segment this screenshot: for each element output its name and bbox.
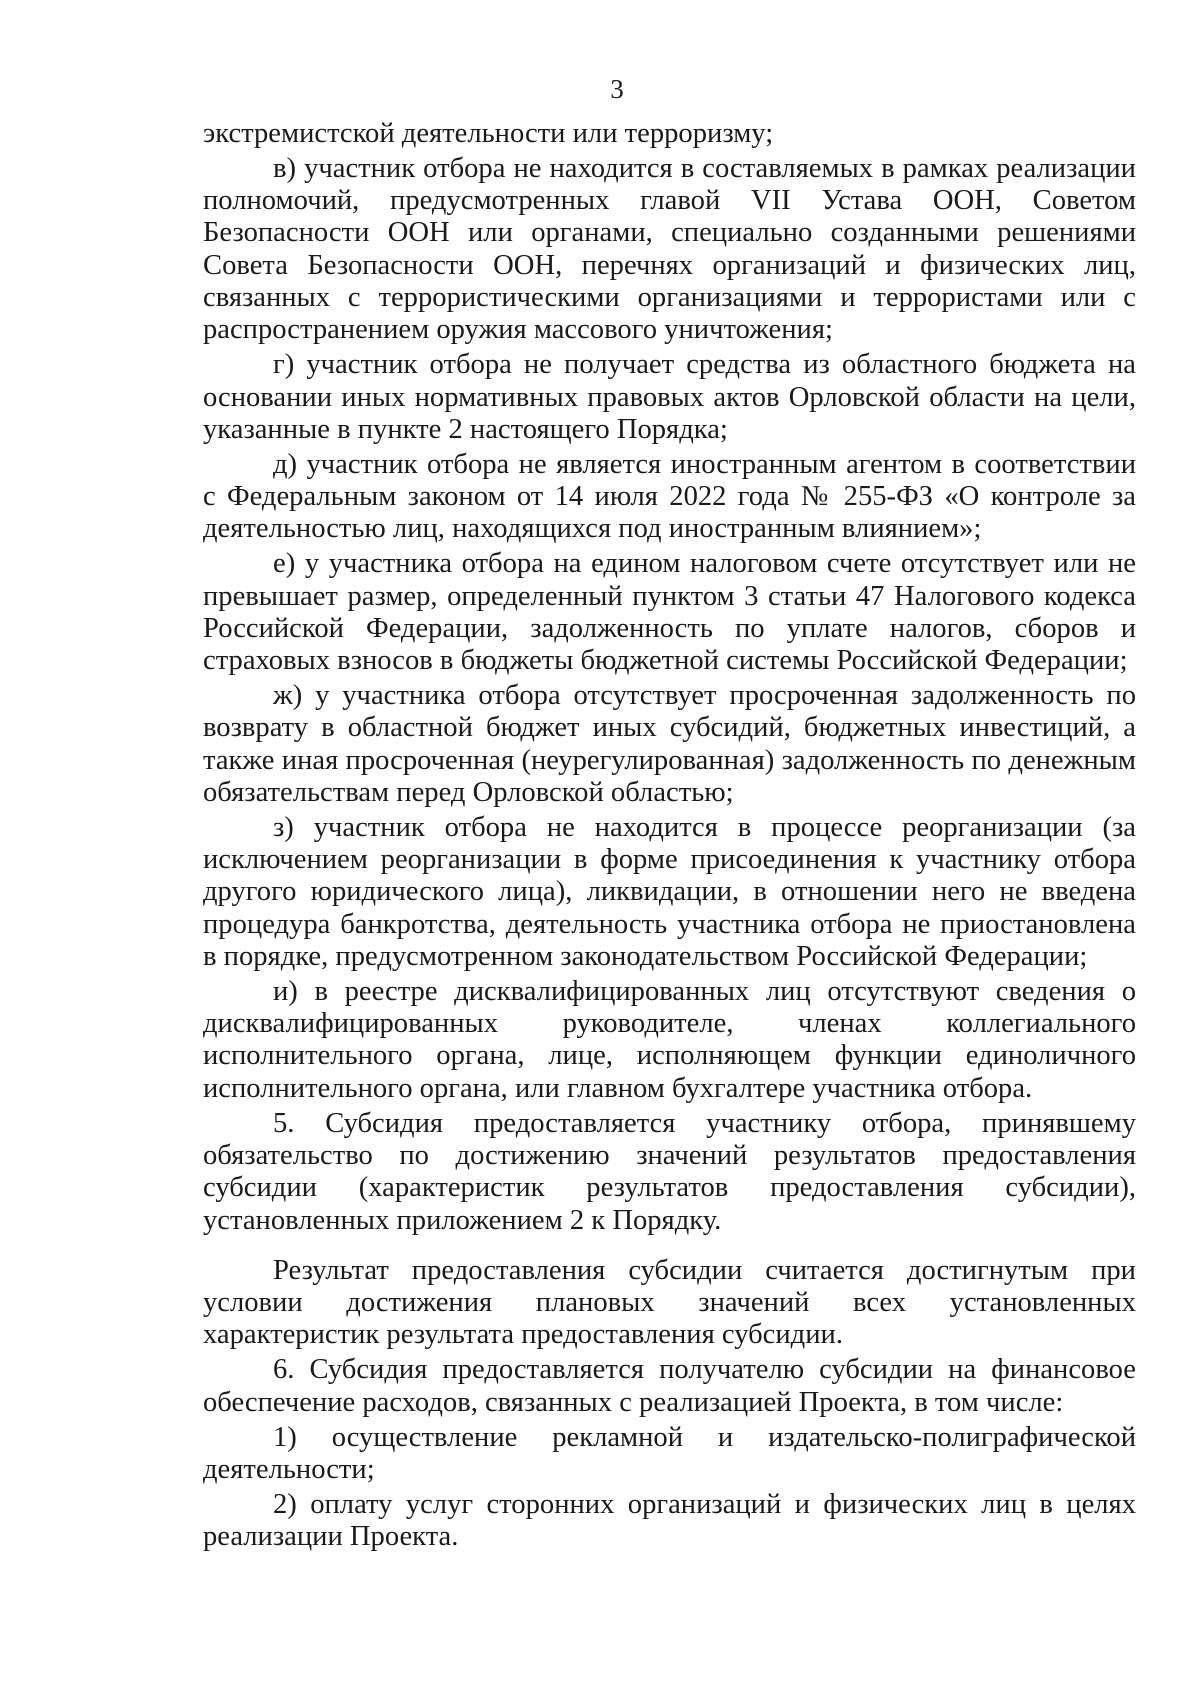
paragraph-item-d: д) участник отбора не является иностранным агентом в соответствии с Федеральным законом от 14 июля 2022 года № 255-ФЗ «О контроле за деятельностью лиц, находящихся под иностранным влиянием»; — [203, 448, 1136, 545]
page-number: 3 — [610, 74, 624, 104]
paragraph-item-i: и) в реестре дисквалифицированных лиц отсутствуют сведения о дисквалифицированных руководителе, членах коллегиального исполнительного органа, лице, исполняющем функции единоличного исполнительного органа, или главном бухгалтере участника отбора. — [203, 975, 1136, 1104]
paragraph-item-v: в) участник отбора не находится в составляемых в рамках реализации полномочий, предусмотренных главой VII Устава ООН, Советом Безопасности ООН или органами, специально созданными решениями Совета Безопасности ООН, перечнях организаций и физических лиц, связанных с террористическими организациями и террористами или с распространением оружия массового уничтожения; — [203, 152, 1136, 346]
paragraph-section-5: 5. Субсидия предоставляется участнику отбора, принявшему обязательство по достижению значений результатов предоставления субсидии (характеристик результатов предоставления субсидии), установленных приложением 2 к Порядку. — [203, 1107, 1136, 1236]
paragraph-item-1: 1) осуществление рекламной и издательско-полиграфической деятельности; — [203, 1421, 1136, 1485]
paragraph-item-zh: ж) у участника отбора отсутствует просроченная задолженность по возврату в областной бюджет иных субсидий, бюджетных инвестиций, а также иная просроченная (неурегулированная) задолженность по денежным обязательствам перед Орловской областью; — [203, 680, 1136, 808]
paragraph-item-e: е) у участника отбора на едином налоговом счете отсутствует или не превышает размер, определенный пунктом 3 статьи 47 Налогового кодекса Российской Федерации, задолженность по уплате налогов, сборов и страховых взносов в бюджеты бюджетной системы Российской Федерации; — [203, 548, 1136, 677]
paragraph-continuation: экстремистской деятельности или терроризму; — [203, 118, 774, 149]
paragraph-section-6: 6. Субсидия предоставляется получателю субсидии на финансовое обеспечение расходов, связанных с реализацией Проекта, в том числе: — [203, 1354, 1136, 1418]
paragraph-item-z: з) участник отбора не находится в процессе реорганизации (за исключением реорганизации в форме присоединения к участнику отбора другого юридического лица), ликвидации, в отношении него не введена процедура банкротства, деятельность участника отбора не приостановлена в порядке, предусмотренном законодательством Российской Федерации; — [203, 811, 1136, 972]
paragraph-item-g: г) участник отбора не получает средства из областного бюджета на основании иных нормативных правовых актов Орловской области на цели, указанные в пункте 2 настоящего Порядка; — [203, 349, 1136, 445]
paragraph-result: Результат предоставления субсидии считается достигнутым при условии достижения плановых значений всех установленных характеристик результата предоставления субсидии. — [203, 1254, 1136, 1351]
paragraph-item-2: 2) оплату услуг сторонних организаций и физических лиц в целях реализации Проекта. — [203, 1488, 1136, 1552]
document-body — [203, 118, 1136, 1556]
